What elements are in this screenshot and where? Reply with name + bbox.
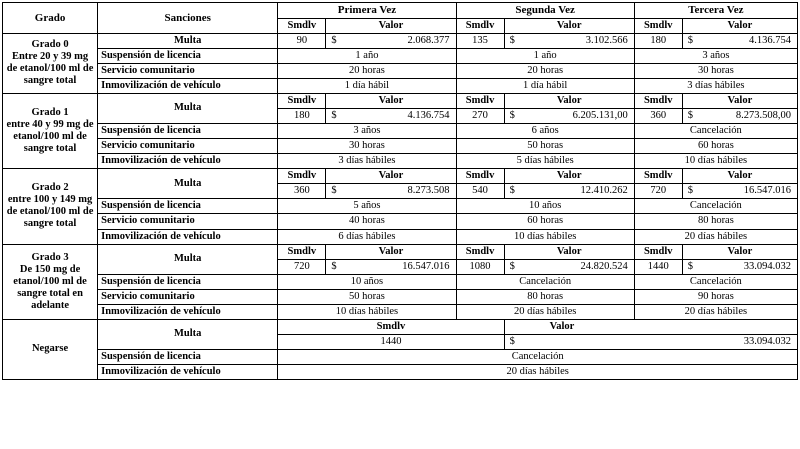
g1-multa-smdlv-1: 180 (278, 109, 326, 124)
table-row (3, 199, 798, 214)
subheader-smdlv-3: Smdlv (634, 169, 682, 184)
amount: 12.410.262 (580, 185, 628, 197)
negarse-subheader-valor: Valor (504, 319, 797, 334)
amount: 16.547.016 (402, 260, 450, 272)
g1-multa-valor-3 (682, 109, 797, 124)
g1-servicio-3: 60 horas (634, 139, 797, 154)
g1-suspension-2: 6 años (456, 124, 634, 139)
g3-suspension-2: Cancelación (456, 274, 634, 289)
g3-multa-smdlv-2: 1080 (456, 259, 504, 274)
g3-multa-valor-2 (504, 259, 634, 274)
grade-desc-3: De 150 mg de etanol/100 ml de sangre total en adelante (13, 263, 87, 311)
g2-suspension-1: 5 años (278, 199, 456, 214)
amount: 33.094.032 (743, 260, 791, 272)
g1-multa-valor-2 (504, 109, 634, 124)
g1-multa-valor-1 (326, 109, 456, 124)
subheader-smdlv-1: Smdlv (278, 244, 326, 259)
negarse-suspension: Cancelación (278, 350, 798, 365)
g1-multa-smdlv-2: 270 (456, 109, 504, 124)
header-segunda-vez: Segunda Vez (456, 3, 634, 19)
subheader-smdlv-3: Smdlv (634, 93, 682, 108)
g0-multa-valor-2 (504, 33, 634, 48)
subheader-valor-3: Valor (682, 18, 797, 33)
header-grado: Grado (3, 3, 98, 34)
currency-symbol: $ (331, 110, 337, 122)
negarse-inmovilizacion: 20 días hábiles (278, 365, 798, 380)
label-servicio-0: Servicio comunitario (98, 63, 278, 78)
table-row (3, 244, 798, 259)
currency-symbol: $ (687, 34, 694, 46)
amount: 24.820.524 (580, 260, 628, 272)
grade-label-2 (3, 169, 98, 244)
subheader-valor-2: Valor (504, 169, 634, 184)
subheader-valor-3: Valor (682, 244, 797, 259)
g0-servicio-3: 30 horas (634, 63, 797, 78)
subheader-valor-1: Valor (326, 244, 456, 259)
g1-inmovilizacion-3: 10 días hábiles (634, 154, 797, 169)
label-inmovilizacion-1: Inmovilización de vehículo (98, 154, 278, 169)
table-row (3, 274, 798, 289)
table-header-row (3, 3, 798, 19)
g1-multa-smdlv-3: 360 (634, 109, 682, 124)
grade-label-1 (3, 93, 98, 168)
label-servicio-1: Servicio comunitario (98, 139, 278, 154)
negarse-multa-smdlv: 1440 (278, 334, 504, 349)
g2-multa-valor-1 (326, 184, 456, 199)
g3-inmovilizacion-1: 10 días hábiles (278, 304, 456, 319)
label-suspension-1: Suspensión de licencia (98, 124, 278, 139)
g1-servicio-2: 50 horas (456, 139, 634, 154)
header-primera-vez: Primera Vez (278, 3, 456, 19)
g0-servicio-1: 20 horas (278, 63, 456, 78)
g0-inmovilizacion-1: 1 día hábil (278, 78, 456, 93)
g2-multa-smdlv-3: 720 (634, 184, 682, 199)
subheader-valor-1: Valor (326, 18, 456, 33)
subheader-valor-1: Valor (326, 93, 456, 108)
g3-multa-smdlv-1: 720 (278, 259, 326, 274)
amount: 8.273.508,00 (735, 110, 791, 122)
header-sanciones: Sanciones (98, 3, 278, 34)
subheader-valor-3: Valor (682, 169, 797, 184)
g1-servicio-1: 30 horas (278, 139, 456, 154)
table-row (3, 48, 798, 63)
g2-servicio-1: 40 horas (278, 214, 456, 229)
g3-inmovilizacion-2: 20 días hábiles (456, 304, 634, 319)
g3-suspension-3: Cancelación (634, 274, 797, 289)
subheader-smdlv-2: Smdlv (456, 244, 504, 259)
amount: 6.205.131,00 (572, 110, 628, 122)
currency-symbol: $ (509, 110, 515, 122)
g0-suspension-2: 1 año (456, 48, 634, 63)
table-row (3, 289, 798, 304)
currency-symbol: $ (509, 185, 515, 197)
subheader-smdlv-3: Smdlv (634, 244, 682, 259)
g0-multa-valor-1 (326, 33, 456, 48)
table-row (3, 229, 798, 244)
subheader-valor-2: Valor (504, 18, 634, 33)
currency-symbol: $ (331, 34, 337, 46)
label-multa-2: Multa (98, 169, 278, 199)
table-row (3, 139, 798, 154)
label-multa-0: Multa (98, 33, 278, 48)
amount: 4.136.754 (407, 110, 450, 122)
g3-multa-smdlv-3: 1440 (634, 259, 682, 274)
g0-suspension-3: 3 años (634, 48, 797, 63)
currency-symbol: $ (687, 260, 694, 272)
g3-suspension-1: 10 años (278, 274, 456, 289)
table-row (3, 93, 798, 108)
table-row (3, 33, 798, 48)
grade-desc-0: Entre 20 y 39 mg de etanol/100 ml de sangre total (6, 51, 94, 87)
g1-inmovilizacion-2: 5 días hábiles (456, 154, 634, 169)
amount: 16.547.016 (743, 185, 791, 197)
subheader-smdlv-1: Smdlv (278, 93, 326, 108)
table-row (3, 350, 798, 365)
label-multa-negarse: Multa (98, 319, 278, 349)
g2-multa-smdlv-2: 540 (456, 184, 504, 199)
label-suspension-2: Suspensión de licencia (98, 199, 278, 214)
currency-symbol: $ (687, 110, 694, 122)
grade-name-2: Grado 2 (31, 182, 69, 194)
g2-servicio-3: 80 horas (634, 214, 797, 229)
currency-symbol: $ (687, 185, 694, 197)
amount: 33.094.032 (743, 335, 791, 347)
subheader-smdlv-2: Smdlv (456, 93, 504, 108)
grade-label-3 (3, 244, 98, 319)
amount: 8.273.508 (407, 185, 450, 197)
label-multa-1: Multa (98, 93, 278, 123)
currency-symbol: $ (509, 335, 515, 347)
negarse-multa-valor (504, 334, 797, 349)
g2-inmovilizacion-3: 20 días hábiles (634, 229, 797, 244)
g0-inmovilizacion-2: 1 día hábil (456, 78, 634, 93)
g1-suspension-3: Cancelación (634, 124, 797, 139)
table-row (3, 124, 798, 139)
subheader-smdlv-2: Smdlv (456, 18, 504, 33)
g2-multa-valor-3 (682, 184, 797, 199)
subheader-valor-3: Valor (682, 93, 797, 108)
amount: 3.102.566 (585, 34, 628, 46)
table-row (3, 304, 798, 319)
subheader-valor-2: Valor (504, 244, 634, 259)
grade-name-1: Grado 1 (31, 106, 69, 118)
label-suspension-3: Suspensión de licencia (98, 274, 278, 289)
currency-symbol: $ (509, 260, 515, 272)
currency-symbol: $ (331, 185, 337, 197)
g2-inmovilizacion-2: 10 días hábiles (456, 229, 634, 244)
g0-servicio-2: 20 horas (456, 63, 634, 78)
subheader-valor-1: Valor (326, 169, 456, 184)
grade-label-negarse: Negarse (3, 319, 98, 379)
g3-inmovilizacion-3: 20 días hábiles (634, 304, 797, 319)
grade-label-0 (3, 33, 98, 93)
g2-multa-valor-2 (504, 184, 634, 199)
g0-multa-smdlv-2: 135 (456, 33, 504, 48)
g2-suspension-2: 10 años (456, 199, 634, 214)
grade-name-0: Grado 0 (31, 39, 69, 51)
g3-servicio-1: 50 horas (278, 289, 456, 304)
g2-multa-smdlv-1: 360 (278, 184, 326, 199)
g0-multa-smdlv-1: 90 (278, 33, 326, 48)
subheader-valor-2: Valor (504, 93, 634, 108)
g2-inmovilizacion-1: 6 días hábiles (278, 229, 456, 244)
grade-desc-2: entre 100 y 149 mg de etanol/100 ml de sangre total (6, 194, 94, 230)
g0-multa-smdlv-3: 180 (634, 33, 682, 48)
g2-suspension-3: Cancelación (634, 199, 797, 214)
g3-multa-valor-3 (682, 259, 797, 274)
g2-servicio-2: 60 horas (456, 214, 634, 229)
subheader-smdlv-2: Smdlv (456, 169, 504, 184)
g1-inmovilizacion-1: 3 días hábiles (278, 154, 456, 169)
table-row (3, 169, 798, 184)
amount: 4.136.754 (749, 34, 791, 46)
label-inmovilizacion-negarse: Inmovilización de vehículo (98, 365, 278, 380)
label-inmovilizacion-3: Inmovilización de vehículo (98, 304, 278, 319)
table-row (3, 154, 798, 169)
amount: 2.068.377 (407, 34, 450, 46)
label-suspension-negarse: Suspensión de licencia (98, 350, 278, 365)
table-row (3, 319, 798, 334)
label-inmovilizacion-2: Inmovilización de vehículo (98, 229, 278, 244)
label-servicio-2: Servicio comunitario (98, 214, 278, 229)
subheader-smdlv-1: Smdlv (278, 169, 326, 184)
g0-suspension-1: 1 año (278, 48, 456, 63)
table-row (3, 365, 798, 380)
sanctions-table (2, 2, 798, 380)
g3-servicio-3: 90 horas (634, 289, 797, 304)
g3-servicio-2: 80 horas (456, 289, 634, 304)
table-row (3, 78, 798, 93)
g0-multa-valor-3 (682, 33, 797, 48)
label-suspension-0: Suspensión de licencia (98, 48, 278, 63)
grade-desc-1: entre 40 y 99 mg de etanol/100 ml de sangre total (6, 119, 94, 155)
grade-name-3: Grado 3 (31, 251, 69, 263)
g1-suspension-1: 3 años (278, 124, 456, 139)
g3-multa-valor-1 (326, 259, 456, 274)
currency-symbol: $ (509, 34, 515, 46)
header-tercera-vez: Tercera Vez (634, 3, 797, 19)
table-row (3, 214, 798, 229)
label-multa-3: Multa (98, 244, 278, 274)
negarse-subheader-smdlv: Smdlv (278, 319, 504, 334)
subheader-smdlv-1: Smdlv (278, 18, 326, 33)
table-row (3, 63, 798, 78)
subheader-smdlv-3: Smdlv (634, 18, 682, 33)
g0-inmovilizacion-3: 3 días hábiles (634, 78, 797, 93)
label-inmovilizacion-0: Inmovilización de vehículo (98, 78, 278, 93)
label-servicio-3: Servicio comunitario (98, 289, 278, 304)
currency-symbol: $ (331, 260, 337, 272)
